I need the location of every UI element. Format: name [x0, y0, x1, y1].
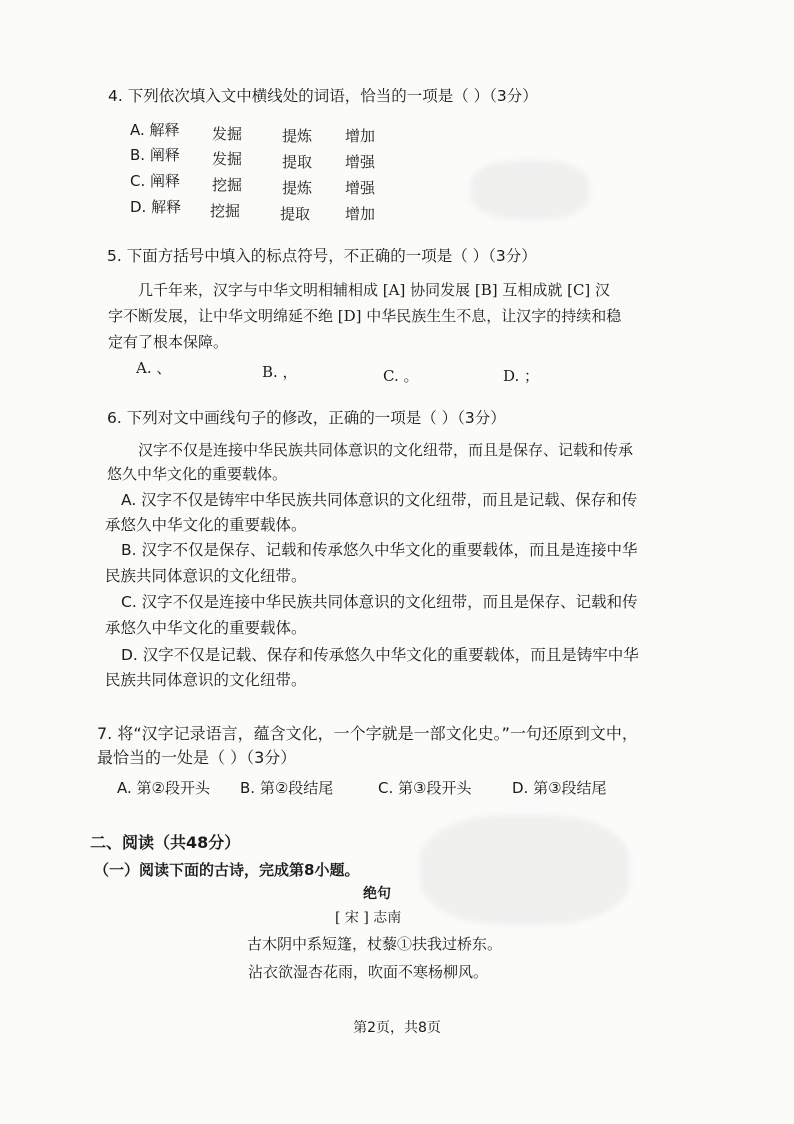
- q6-option-d-line1: D. 汉字不仅是记载、保存和传承悠久中华文化的重要载体，而且是铸牢中华: [121, 646, 639, 664]
- q7-option-c: C. 第③段开头: [378, 779, 472, 797]
- q4-c-word3: 增强: [345, 179, 376, 197]
- q6-option-a-line1: A. 汉字不仅是铸牢中华民族共同体意识的文化纽带，而且是记载、保存和传: [121, 491, 638, 509]
- q7-stem-line2: 最恰当的一处是（ ）（3分）: [97, 748, 297, 767]
- q5-option-b: B. ，: [262, 363, 298, 381]
- q4-c-label: C. 阐释: [130, 172, 181, 190]
- scan-smudge: [420, 815, 630, 925]
- q6-option-b-line1: B. 汉字不仅是保存、记载和传承悠久中华文化的重要载体，而且是连接中华: [121, 541, 638, 559]
- poem-line: 古木阴中系短篷，杖藜①扶我过桥东。: [247, 935, 503, 953]
- q6-passage-line: 汉字不仅是连接中华民族共同体意识的文化纽带，而且是保存、记载和传承: [138, 441, 634, 459]
- q5-option-c: C. 。: [383, 367, 419, 385]
- q5-passage-line: 几千年来，汉字与中华文明相辅相成 [A] 协同发展 [B] 互相成就 [C] 汉: [138, 281, 611, 299]
- q4-a-label: A. 解释: [130, 121, 180, 139]
- q7-stem-line1: 7. 将“汉字记录语言，蕴含文化，一个字就是一部文化史。”一句还原到文中，: [97, 724, 638, 743]
- q4-c-word1: 挖掘: [212, 176, 243, 194]
- scan-smudge: [470, 160, 590, 220]
- q4-d-word3: 增加: [345, 205, 376, 223]
- section-heading: 二、阅读（共48分）: [90, 833, 241, 852]
- q4-stem: 4. 下列依次填入文中横线处的词语，恰当的一项是（ ）（3分）: [108, 87, 538, 105]
- q5-passage-line: 定有了根本保障。: [108, 333, 229, 351]
- q6-option-b-line2: 民族共同体意识的文化纽带。: [105, 567, 307, 585]
- q4-d-word1: 挖掘: [210, 202, 241, 220]
- poem-title: 绝句: [363, 886, 391, 902]
- q4-a-word2: 提炼: [282, 127, 313, 145]
- q4-a-word3: 增加: [345, 127, 376, 145]
- poem-line: 沾衣欲湿杏花雨，吹面不寒杨柳风。: [248, 963, 489, 981]
- q6-stem: 6. 下列对文中画线句子的修改，正确的一项是（ ）（3分）: [107, 409, 506, 427]
- poem-author: [ 宋 ] 志南: [335, 910, 402, 926]
- q4-b-word3: 增强: [345, 153, 376, 171]
- q5-option-d: D. ；: [503, 367, 540, 385]
- q4-a-word1: 发掘: [212, 125, 243, 143]
- q4-d-word2: 提取: [280, 205, 311, 223]
- q5-option-a: A. 、: [136, 359, 172, 377]
- q7-option-b: B. 第②段结尾: [240, 779, 334, 797]
- q6-option-a-line2: 承悠久中华文化的重要载体。: [105, 516, 307, 534]
- q6-option-d-line2: 民族共同体意识的文化纽带。: [105, 671, 307, 689]
- q7-option-a: A. 第②段开头: [117, 779, 210, 797]
- q4-d-label: D. 解释: [130, 198, 182, 216]
- q6-option-c-line2: 承悠久中华文化的重要载体。: [105, 619, 307, 637]
- q4-b-label: B. 阐释: [130, 146, 180, 164]
- section-subheading: （一）阅读下面的古诗，完成第8小题。: [94, 861, 360, 879]
- q5-passage-line: 字不断发展，让中华文明绵延不绝 [D] 中华民族生生不息，让汉字的持续和稳: [108, 307, 622, 325]
- q4-b-word1: 发掘: [212, 150, 243, 168]
- q7-option-d: D. 第③段结尾: [512, 779, 607, 797]
- q5-stem: 5. 下面方括号中填入的标点符号，不正确的一项是（ ）（3分）: [107, 247, 537, 265]
- page-footer: 第2页，共8页: [353, 1020, 441, 1036]
- q6-passage-line: 悠久中华文化的重要载体。: [107, 465, 288, 483]
- q4-b-word2: 提取: [282, 153, 313, 171]
- q4-c-word2: 提炼: [282, 179, 313, 197]
- q6-option-c-line1: C. 汉字不仅是连接中华民族共同体意识的文化纽带，而且是保存、记载和传: [121, 593, 638, 611]
